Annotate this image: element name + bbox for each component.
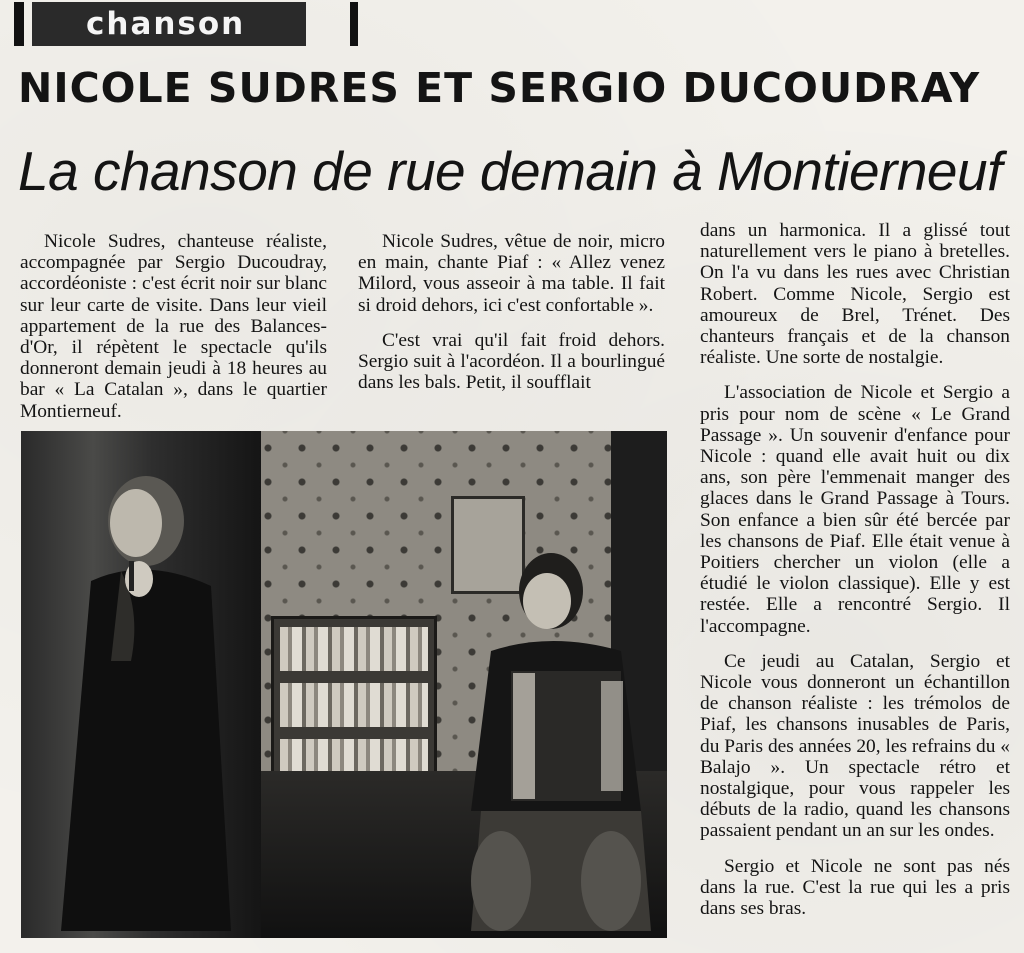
article-subheadline: La chanson de rue demain à Montierneuf [18, 140, 1002, 202]
paragraph: Sergio et Nicole ne sont pas nés dans la rue. C'est la rue qui les a pris dans ses bras. [700, 855, 1010, 920]
paragraph: Ce jeudi au Catalan, Sergio et Nicole vous donneront un échantillon de chanson réaliste : les trémolos de Piaf, les chansons inusables de Paris, du Paris des années 20, les refrains du « Balajo ». Un spectacle rétro et nostalgique, pour vous rappeler les débuts de la radio, quand les chansons passaient pendant un an sur les ondes. [700, 650, 1010, 842]
singer-figure [51, 461, 251, 931]
rubric-left-bar [14, 2, 24, 46]
section-rubric [14, 2, 358, 46]
paragraph: L'association de Nicole et Sergio a pris pour nom de scène « Le Grand Passage ». Un souvenir d'enfance pour Nicole : quand elle avait huit ou dix ans, son père l'emmenait manger des glaces dans le Grand Passage à Tours. Son enfance a bien sûr été bercée par les chansons de Piaf. Elle était venue à Poitiers chercher un violon (elle a étudié le violon classique). Elle y est restée. Elle a rencontré Sergio. Il l'accompagne. [700, 382, 1010, 637]
article-photograph [21, 431, 667, 938]
text-column-3 [700, 220, 1010, 933]
paragraph: Nicole Sudres, vêtue de noir, micro en main, chante Piaf : « Allez venez Milord, vous asseoir à ma table. Il fait si droid dehors, ici c'est confortable ». [358, 231, 665, 316]
paragraph: C'est vrai qu'il fait froid dehors. Sergio suit à l'acordéon. Il a bourlingué dans les bals. Petit, il soufflait [358, 329, 665, 394]
text-column-2 [358, 231, 665, 407]
shelf-row [280, 683, 428, 727]
accordionist-figure [441, 551, 667, 931]
rubric-right-bar [350, 2, 358, 46]
shelf-row [280, 627, 428, 671]
rubric-label: chanson [32, 2, 306, 46]
text-column-1 [20, 231, 327, 436]
article-headline: NICOLE SUDRES ET SERGIO DUCOUDRAY [18, 64, 981, 112]
paragraph: dans un harmonica. Il a glissé tout naturellement vers le piano à bretelles. On l'a vu dans les rues avec Christian Robert. Comme Nicole, Sergio est amoureux de Brel, Trénet. Des chanteurs français et de la chanson réaliste. Une sorte de nostalgie. [700, 220, 1010, 369]
paragraph: Nicole Sudres, chanteuse réaliste, accompagnée par Sergio Ducoudray, accordéoniste : c'est écrit noir sur blanc sur leur carte de visite. Dans leur vieil appartement de la rue des Balances-d'Or, il répètent le spectacle qu'ils donneront demain jeudi à 18 heures au bar « La Catalan », dans le quartier Montierneuf. [20, 231, 327, 422]
